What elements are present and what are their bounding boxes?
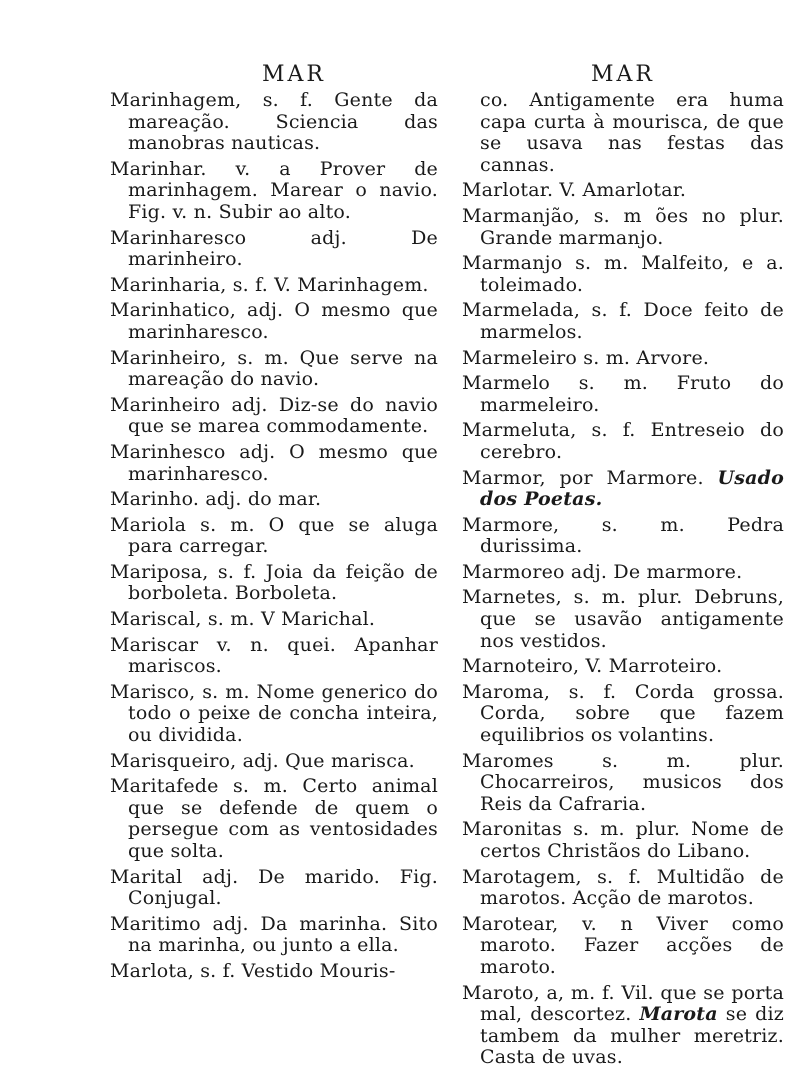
right-column-header: MAR [591, 62, 655, 87]
dictionary-entry: Marisco, s. m. Nome generico do todo o peixe de concha inteira, ou dividida. [110, 680, 438, 747]
dictionary-entry: Marinho. adj. do mar. [110, 488, 322, 511]
dictionary-entry: Marmanjo s. m. Malfeito, e a. toleimado. [462, 252, 784, 296]
dictionary-entry: Marisqueiro, adj. Que marisca. [110, 749, 415, 772]
dictionary-entry: Marinhar. v. a Prover de marinhagem. Marear o navio. Fig. v. n. Subir ao alto. [110, 157, 438, 223]
dictionary-entry: Marital adj. De marido. Fig. Conjugal. [110, 865, 438, 910]
dictionary-entry: Marotear, v. n Viver como maroto. Fazer acções de maroto. [462, 912, 784, 978]
dictionary-entry: Mariola s. m. O que se aluga para carregar. [110, 513, 438, 558]
dictionary-entry: Marinharesco adj. De marinheiro. [110, 226, 438, 271]
dictionary-entry: Mariscar v. n. quei. Apanhar mariscos. [110, 633, 438, 678]
italic-note: Marota [639, 1003, 718, 1026]
dictionary-entry: Maromes s. m. plur. Chocarreiros, musicos dos Reis da Cafraria. [462, 749, 784, 815]
dictionary-entry: Marinhesco adj. O mesmo que marinharesco. [110, 440, 438, 485]
left-column [110, 62, 438, 987]
dictionary-entry: Marmoreo adj. De marmore. [462, 560, 743, 583]
dictionary-entry: Marotagem, s. f. Multidão de marotos. Acção de marotos. [462, 865, 784, 910]
dictionary-entry: Mariposa, s. f. Joia da feição de borboleta. Borboleta. [110, 560, 438, 605]
dictionary-entry: Marmeluta, s. f. Entreseio do cerebro. [462, 419, 784, 463]
continued-entry: co. Antigamente era huma capa curta à mourisca, de que se usava nas festas das cannas. [480, 89, 784, 176]
italic-note: Usado dos Poetas. [480, 466, 784, 511]
dictionary-entry: Marmanjão, s. m ões no plur. Grande marmanjo. [462, 204, 784, 249]
dictionary-entry: Marinhagem, s. f. Gente da mareação. Sciencia das manobras nauticas. [110, 89, 438, 155]
dictionary-entry: Marmelada, s. f. Doce feito de marmelos. [462, 299, 784, 343]
dictionary-entry: Marinheiro, s. m. Que serve na mareação do navio. [110, 346, 438, 391]
entry-tail: se diz tambem da mulher meretriz. Casta de uvas. [480, 1003, 784, 1069]
dictionary-entry: Maritafede s. m. Certo animal que se defende de quem o persegue com as ventosidades que solta. [110, 775, 438, 862]
dictionary-entry: Marnetes, s. m. plur. Debruns, que se usavão antigamente nos vestidos. [462, 586, 784, 652]
dictionary-entry [462, 468, 784, 511]
right-column [462, 62, 784, 1073]
dictionary-entry [462, 983, 784, 1069]
dictionary-entry: Marinheiro adj. Diz-se do navio que se marea commodamente. [110, 393, 438, 438]
dictionary-entry: Maritimo adj. Da marinha. Sito na marinha, ou junto a ella. [110, 912, 438, 957]
dictionary-entry: Marlota, s. f. Vestido Mouris- [110, 959, 396, 982]
dictionary-entry: Marinhatico, adj. O mesmo que marinharesco. [110, 299, 438, 343]
dictionary-entry: Maroma, s. f. Corda grossa. Corda, sobre que fazem equilibrios os volantins. [462, 680, 784, 747]
left-column-header: MAR [262, 62, 326, 87]
dictionary-entry: Marinharia, s. f. V. Marinhagem. [110, 273, 429, 296]
dictionary-entry: Mariscal, s. m. V Marichal. [110, 608, 376, 631]
dictionary-entry: Marlotar. V. Amarlotar. [462, 179, 687, 202]
dictionary-entry: Marmelo s. m. Fruto do marmeleiro. [462, 372, 784, 416]
entry-text: Marmor, por Marmore. [462, 466, 704, 489]
dictionary-entry: Maronitas s. m. plur. Nome de certos Christãos do Libano. [462, 818, 784, 862]
dictionary-entry: Marmeleiro s. m. Arvore. [462, 346, 710, 369]
dictionary-entry: Marnoteiro, V. Marroteiro. [462, 655, 723, 678]
dictionary-entry: Marmore, s. m. Pedra durissima. [462, 513, 784, 558]
entry-text: Maroto, a, m. f. Vil. que se porta mal, descortez. [462, 981, 784, 1026]
